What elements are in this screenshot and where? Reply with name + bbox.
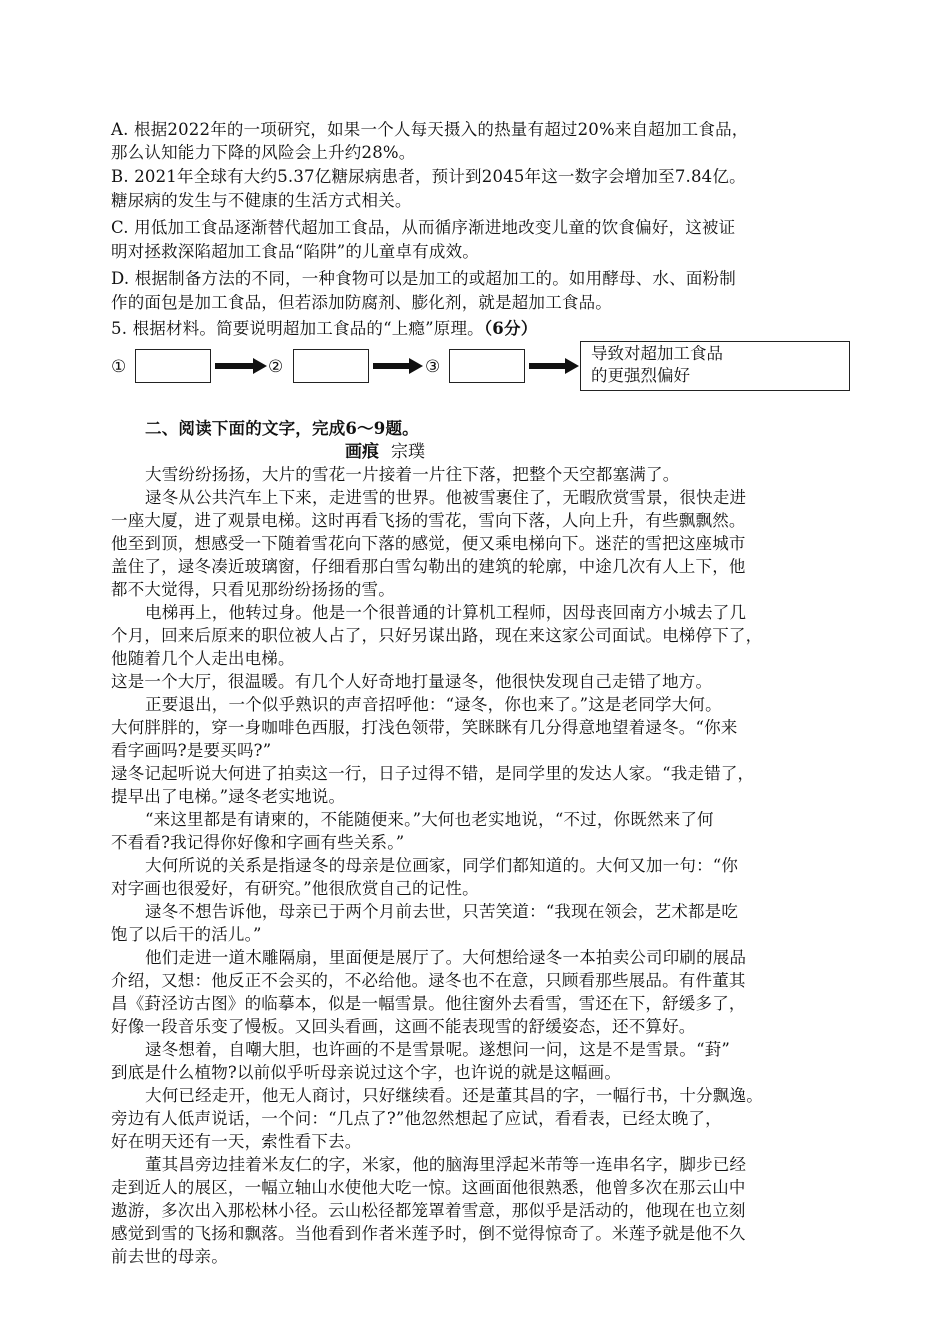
story-line: 大何所说的关系是指逯冬的母亲是位画家，同学们都知道的。大何又加一句：“你 xyxy=(145,856,739,875)
story-line: 逯冬不想告诉他，母亲已于两个月前去世，只苦笑道：“我现在领会，艺术都是吃 xyxy=(145,902,739,921)
story-line: 对字画也很爱好，有研究。”他很欣赏自己的记性。 xyxy=(111,879,479,898)
story-line: 他随着几个人走出电梯。 xyxy=(111,649,295,668)
story-line: 走到近人的展区，一幅立轴山水使他大吃一惊。这画面他很熟悉，他曾多次在那云山中 xyxy=(111,1178,746,1197)
arrow-right-icon xyxy=(529,358,579,374)
step-1-marker: ① xyxy=(111,357,127,377)
step-3-answer-box xyxy=(449,349,525,383)
story-line: 盖住了，逯冬凑近玻璃窗，仔细看那白雪勾勒出的建筑的轮廓，中途几次有人上下，他 xyxy=(111,557,746,576)
option-d-line-1: D. 根据制备方法的不同，一种食物可以是加工的或超加工的。如用酵母、水、面粉制 xyxy=(111,269,736,288)
story-line: 逯冬从公共汽车上下来，走进雪的世界。他被雪裹住了，无暇欣赏雪景，很快走进 xyxy=(145,488,747,507)
story-line: 不看看?我记得你好像和字画有些关系。” xyxy=(111,833,405,852)
story-line: 大何胖胖的，穿一身咖啡色西服，打浅色领带，笑眯眯有几分得意地望着逯冬。“你来 xyxy=(111,718,738,737)
step-2-answer-box xyxy=(293,349,369,383)
story-line: 提早出了电梯。”逯冬老实地说。 xyxy=(111,787,346,806)
story-line: 饱了以后干的活儿。” xyxy=(111,925,262,944)
story-line: 到底是什么植物?以前似乎听母亲说过这个字，也许说的就是这幅画。 xyxy=(111,1063,622,1082)
section-2-heading: 二、阅读下面的文字，完成6～9题。 xyxy=(145,419,419,438)
story-line: 董其昌旁边挂着米友仁的字，米家，他的脑海里浮起米芾等一连串名字，脚步已经 xyxy=(145,1155,747,1174)
option-b-line-2: 糖尿病的发生与不健康的生活方式相关。 xyxy=(111,191,412,210)
option-a-line-1: A. 根据2022年的一项研究，如果一个人每天摄入的热量有超过20%来自超加工食品， xyxy=(111,120,749,139)
flow-diagram xyxy=(111,340,851,390)
step-2-marker: ② xyxy=(268,357,284,377)
story-line: 旁边有人低声说话，一个问：“几点了?”他忽然想起了应试，看看表，已经太晚了， xyxy=(111,1109,722,1128)
option-d-line-2: 作的面包是加工食品，但若添加防腐剂、膨化剂，就是超加工食品。 xyxy=(111,293,612,312)
story-line: “来这里都是有请柬的，不能随便来。”大何也老实地说，“不过，你既然来了何 xyxy=(145,810,714,829)
story-line: 都不大觉得，只看见那纷纷扬扬的雪。 xyxy=(111,580,395,599)
arrow-right-icon xyxy=(215,358,267,374)
story-line: 这是一个大厅，很温暖。有几个人好奇地打量逯冬，他很快发现自己走错了地方。 xyxy=(111,672,713,691)
option-a-line-2: 那么认知能力下降的风险会上升约28%。 xyxy=(111,143,416,162)
story-line: 逯冬想着，自嘲大胆，也许画的不是雪景呢。遂想问一问，这是不是雪景。“葑” xyxy=(145,1040,731,1059)
result-box: 导致对超加工食品 的更强烈偏好 xyxy=(580,341,850,391)
story-line: 前去世的母亲。 xyxy=(111,1247,228,1266)
story-line: 他至到顶，想感受一下随着雪花向下落的感觉，便又乘电梯向下。迷茫的雪把这座城市 xyxy=(111,534,746,553)
option-b-line-1: B. 2021年全球有大约5.37亿糖尿病患者，预计到2045年这一数字会增加至7.84亿。 xyxy=(111,167,746,186)
story-line: 介绍，又想：他反正不会买的，不必给他。逯冬也不在意，只顾看那些展品。有件董其 xyxy=(111,971,746,990)
step-1-answer-box xyxy=(135,349,211,383)
story-line: 遨游，多次出入那松林小径。云山松径都笼罩着雪意，那似乎是活动的，他现在也立刻 xyxy=(111,1201,746,1220)
story-title-line xyxy=(345,441,425,463)
story-line: 昌《葑泾访古图》的临摹本，似是一幅雪景。他往窗外去看雪，雪还在下，舒缓多了， xyxy=(111,994,746,1013)
story-line: 逯冬记起听说大何进了拍卖这一行，日子过得不错，是同学里的发达人家。“我走错了， xyxy=(111,764,755,783)
story-line: 好像一段音乐变了慢板。又回头看画，这画不能表现雪的舒缓姿态，还不算好。 xyxy=(111,1017,696,1036)
story-title: 画痕 xyxy=(345,442,379,462)
story-line: 电梯再上，他转过身。他是一个很普通的计算机工程师，因母丧回南方小城去了几 xyxy=(145,603,747,622)
question-5-score: （6分） xyxy=(483,319,538,338)
question-5 xyxy=(111,318,861,340)
story-author: 宗璞 xyxy=(391,442,425,462)
arrow-right-icon xyxy=(373,358,423,374)
question-5-text: 5. 根据材料。简要说明超加工食品的“上瘾”原理。 xyxy=(111,319,484,338)
story-line: 个月，回来后原来的职位被人占了，只好另谋出路，现在来这家公司面试。电梯停下了， xyxy=(111,626,763,645)
step-3-marker: ③ xyxy=(425,357,441,377)
story-line: 一座大厦，进了观景电梯。这时再看飞扬的雪花，雪向下落，人向上升，有些飘飘然。 xyxy=(111,511,746,530)
story-line: 感觉到雪的飞扬和飘落。当他看到作者米莲予时，倒不觉得惊奇了。米莲予就是他不久 xyxy=(111,1224,746,1243)
story-line: 看字画吗?是要买吗?” xyxy=(111,741,272,760)
story-line: 他们走进一道木雕隔扇，里面便是展厅了。大何想给逯冬一本拍卖公司印刷的展品 xyxy=(145,948,747,967)
story-line: 好在明天还有一天，索性看下去。 xyxy=(111,1132,362,1151)
story-line: 大雪纷纷扬扬，大片的雪花一片接着一片往下落，把整个天空都塞满了。 xyxy=(145,465,680,484)
story-line: 大何已经走开，他无人商讨，只好继续看。还是董其昌的字，一幅行书，十分飘逸。 xyxy=(145,1086,763,1105)
option-c-line-1: C. 用低加工食品逐渐替代超加工食品，从而循序渐进地改变儿童的饮食偏好，这被证 xyxy=(111,218,736,237)
story-line: 正要退出，一个似乎熟识的声音招呼他：“逯冬，你也来了。”这是老同学大何。 xyxy=(145,695,722,714)
option-c-line-2: 明对拯救深陷超加工食品“陷阱”的儿童卓有成效。 xyxy=(111,242,479,261)
